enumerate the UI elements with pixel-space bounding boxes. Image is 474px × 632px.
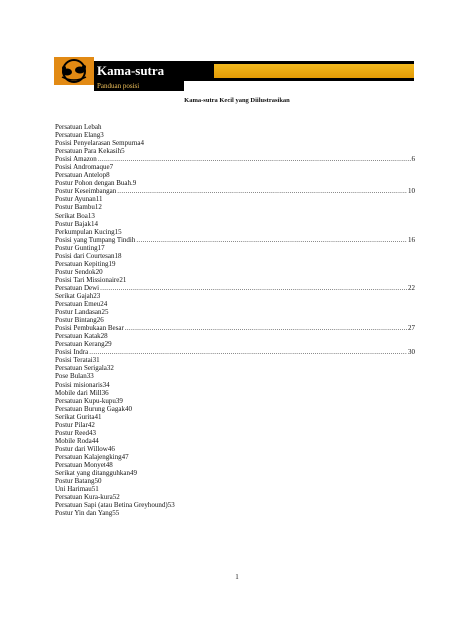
toc-entry[interactable] — [55, 179, 415, 187]
toc-entry-label: Postur dari Willow46 — [55, 444, 115, 453]
toc-entry[interactable] — [55, 445, 415, 453]
toc-entry-label: Persatuan Sapi (atau Betina Greyhound)53 — [55, 501, 175, 510]
toc-entry-label: Persatuan Kupu-kupu39 — [55, 396, 123, 405]
toc-entry-label: Perkumpulan Kucing15 — [55, 227, 122, 236]
toc-entry[interactable] — [55, 252, 415, 260]
toc-entry-label: Posisi Indra — [55, 348, 89, 357]
toc-entry-label: Postur Reed43 — [55, 428, 97, 437]
toc-entry[interactable] — [55, 171, 415, 179]
toc-entry-label: Persatuan Elang3 — [55, 131, 104, 140]
toc-entry-label: Posisi Tari Missionaire21 — [55, 275, 127, 284]
toc-entry[interactable] — [55, 509, 415, 517]
toc-entry[interactable] — [55, 268, 415, 276]
toc-leader-dots — [100, 284, 407, 292]
toc-entry[interactable] — [55, 389, 415, 397]
document-header — [54, 57, 414, 91]
toc-entry-label: Mobile dari Mill36 — [55, 388, 109, 397]
toc-entry-label: Persatuan Dewi — [55, 283, 100, 292]
toc-leader-dots — [117, 187, 407, 195]
toc-entry[interactable] — [55, 260, 415, 268]
toc-entry-label: Persatuan Kerang29 — [55, 340, 112, 349]
toc-entry-label: Postur Yin dan Yang55 — [55, 509, 120, 518]
toc-entry-label: Postur Pilar42 — [55, 420, 95, 429]
toc-entry-label: Posisi yang Tumpang Tindih — [55, 235, 136, 244]
toc-entry-page: 30 — [408, 348, 415, 357]
toc-entry-label: Serikat yang ditangguhkan49 — [55, 469, 138, 478]
toc-entry[interactable] — [55, 300, 415, 308]
toc-entry-label: Persatuan Katak28 — [55, 332, 108, 341]
toc-entry-page: 6 — [411, 155, 415, 164]
toc-entry[interactable] — [55, 493, 415, 501]
toc-entry-label: Postur Ayunan11 — [55, 195, 103, 204]
toc-entry-label: Persatuan Serigala32 — [55, 364, 114, 373]
toc-entry[interactable] — [55, 501, 415, 509]
toc-entry-label: Pose Bulan33 — [55, 372, 94, 381]
toc-entry-label: Postur Gunting17 — [55, 243, 105, 252]
toc-entry[interactable] — [55, 421, 415, 429]
toc-entry[interactable] — [55, 413, 415, 421]
toc-entry[interactable] — [55, 155, 415, 163]
toc-leader-dots — [136, 236, 407, 244]
toc-entry-label: Mobile Roda44 — [55, 436, 99, 445]
toc-leader-dots — [98, 155, 411, 163]
toc-entry-label: Persatuan Kalajengking47 — [55, 452, 129, 461]
toc-entry-label: Serikat Boa13 — [55, 211, 95, 220]
toc-entry-label: Postur Bambu12 — [55, 203, 102, 212]
toc-entry-label: Postur Landasan25 — [55, 308, 109, 317]
toc-entry[interactable] — [55, 429, 415, 437]
brand-subtitle: Panduan posisi — [94, 81, 184, 91]
toc-entry-label: Serikat Gajah23 — [55, 291, 101, 300]
toc-entry[interactable] — [55, 381, 415, 389]
table-of-contents — [55, 123, 415, 517]
toc-entry-label: Persatuan Para Kekasih5 — [55, 147, 125, 156]
toc-leader-dots — [89, 348, 407, 356]
toc-entry-label: Posisi Andromaque7 — [55, 163, 114, 172]
toc-entry[interactable] — [55, 203, 415, 211]
toc-entry-label: Persatuan Antelop8 — [55, 171, 110, 180]
toc-entry[interactable] — [55, 356, 415, 364]
toc-entry[interactable] — [55, 405, 415, 413]
toc-entry[interactable] — [55, 139, 415, 147]
toc-entry[interactable] — [55, 276, 415, 284]
toc-entry[interactable] — [55, 397, 415, 405]
toc-entry-page: 10 — [408, 187, 415, 196]
toc-entry-label: Posisi misionaris34 — [55, 380, 110, 389]
toc-entry[interactable] — [55, 324, 415, 332]
toc-entry-label: Posisi dari Courtesan18 — [55, 251, 122, 260]
toc-entry-label: Posisi Teratai31 — [55, 356, 100, 365]
toc-entry-label: Postur Sendok20 — [55, 267, 103, 276]
toc-entry-label: Uni Harimau51 — [55, 485, 99, 494]
brand-title: Kama-sutra — [94, 61, 214, 81]
toc-entry[interactable] — [55, 308, 415, 316]
toc-entry[interactable] — [55, 131, 415, 139]
toc-entry[interactable] — [55, 123, 415, 131]
toc-entry[interactable] — [55, 372, 415, 380]
toc-entry-label: Persatuan Lebah — [55, 123, 102, 131]
toc-entry-label: Posisi Amazon — [55, 155, 97, 164]
toc-entry[interactable] — [55, 461, 415, 469]
document-title: Kama-sutra Kecil yang Diilustrasikan — [184, 97, 290, 104]
toc-entry[interactable] — [55, 292, 415, 300]
toc-entry[interactable] — [55, 348, 415, 356]
toc-entry-label: Persatuan Burung Gagak40 — [55, 404, 132, 413]
toc-entry[interactable] — [55, 340, 415, 348]
toc-entry-label: Postur Bintang26 — [55, 316, 104, 325]
toc-entry[interactable] — [55, 212, 415, 220]
toc-leader-dots — [125, 324, 407, 332]
toc-entry[interactable] — [55, 453, 415, 461]
toc-entry[interactable] — [55, 163, 415, 171]
toc-entry[interactable] — [55, 228, 415, 236]
toc-entry-label: Posisi Pembukaan Besar — [55, 324, 124, 333]
toc-entry-label: Persatuan Kura-kura52 — [55, 493, 120, 502]
toc-entry-label: Postur Bajak14 — [55, 219, 98, 228]
toc-entry[interactable] — [55, 437, 415, 445]
toc-entry-page: 22 — [408, 283, 415, 292]
toc-entry[interactable] — [55, 477, 415, 485]
toc-entry-label: Persatuan Kepiting19 — [55, 259, 116, 268]
toc-entry-page: 27 — [408, 324, 415, 333]
toc-entry[interactable] — [55, 244, 415, 252]
toc-entry-label: Postur Batang50 — [55, 477, 102, 486]
toc-entry-label: Postur Pohon dengan Buah.9 — [55, 179, 137, 188]
toc-entry-label: Persatuan Emeu24 — [55, 300, 108, 309]
toc-entry-label: Persatuan Monyet48 — [55, 460, 113, 469]
toc-entry[interactable] — [55, 147, 415, 155]
toc-entry-page: 16 — [408, 235, 415, 244]
toc-entry[interactable] — [55, 469, 415, 477]
toc-entry[interactable] — [55, 485, 415, 493]
toc-entry[interactable] — [55, 364, 415, 372]
toc-entry-label: Posisi Penyelarasan Sempurna4 — [55, 139, 145, 148]
toc-entry[interactable] — [55, 332, 415, 340]
toc-entry[interactable] — [55, 316, 415, 324]
toc-entry-label: Serikat Gurita41 — [55, 412, 102, 421]
page-number: 1 — [235, 573, 239, 581]
toc-entry-label: Postur Keseimbangan — [55, 187, 117, 196]
toc-entry[interactable] — [55, 187, 415, 195]
toc-entry[interactable] — [55, 236, 415, 244]
toc-entry[interactable] — [55, 284, 415, 292]
logo-icon — [54, 57, 94, 85]
toc-entry[interactable] — [55, 220, 415, 228]
toc-entry[interactable] — [55, 195, 415, 203]
